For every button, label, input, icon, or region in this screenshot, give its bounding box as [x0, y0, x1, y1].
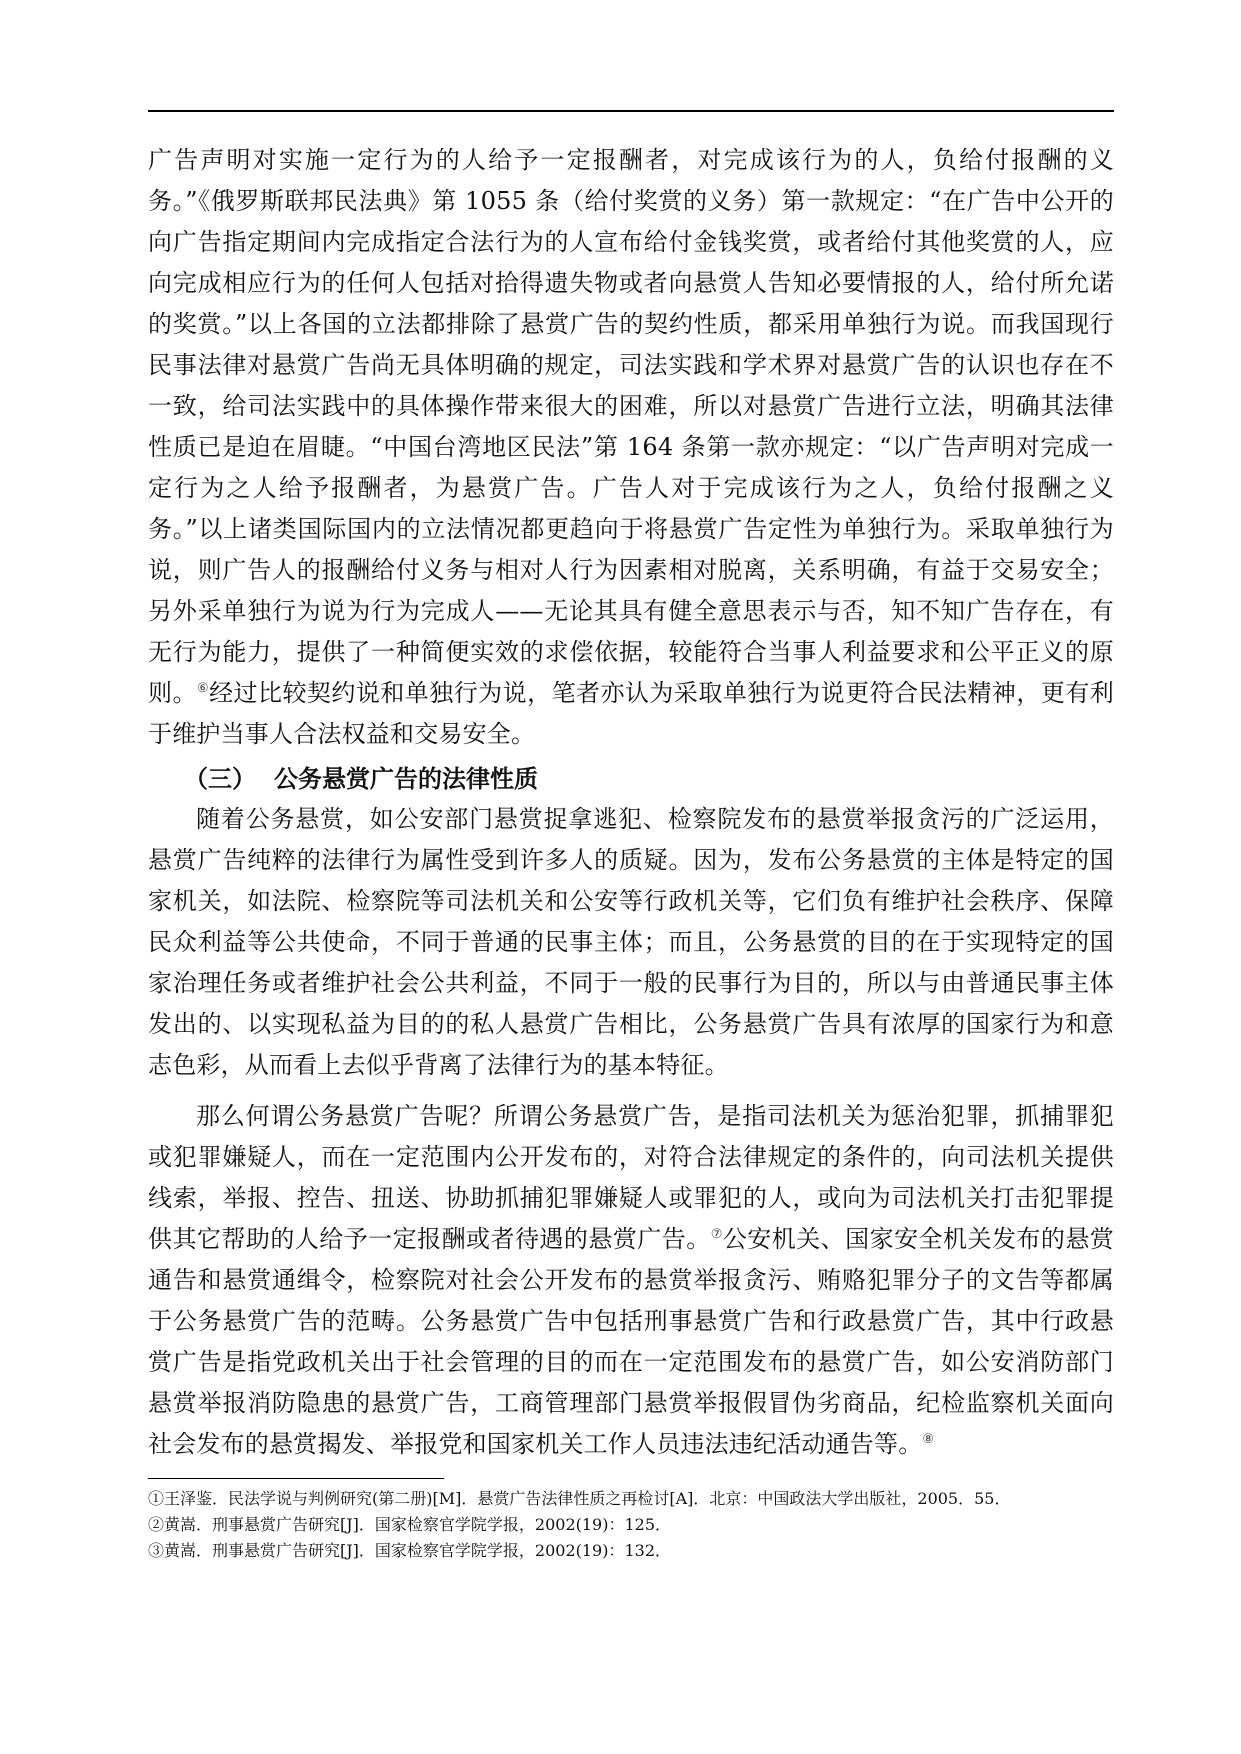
- footnote-ref-8: ⑧: [922, 1432, 935, 1447]
- body-text: [148, 140, 1114, 1465]
- section-heading: [148, 759, 1114, 799]
- section-number: （三）: [184, 765, 256, 793]
- footnote-2: ②黄嵩．刑事悬赏广告研究[J]．国家检察官学院学报，2002(19)：125．: [148, 1515, 672, 1534]
- footnote-1: ①王泽鉴．民法学说与判例研究(第二册)[M]．悬赏广告法律性质之再检讨[A]．北京：中国政法大学出版社，2005．55．: [148, 1489, 1011, 1508]
- footnote-ref-6: ⑥: [196, 681, 210, 696]
- footnote-3: ③黄嵩．刑事悬赏广告研究[J]．国家检察官学院学报，2002(19)：132．: [148, 1541, 672, 1560]
- paragraph-3: [148, 1096, 1114, 1465]
- paragraph-2: 随着公务悬赏，如公安部门悬赏捉拿逃犯、检察院发布的悬赏举报贪污的广泛运用，悬赏广告纯粹的法律行为属性受到许多人的质疑。因为，发布公务悬赏的主体是特定的国家机关，如法院、检察院等司法机关和公安等行政机关等，它们负有维护社会秩序、保障民众利益等公共使命，不同于普通的民事主体；而且，公务悬赏的目的在于实现特定的国家治理任务或者维护社会公共利益，不同于一般的民事行为目的，所以与由普通民事主体发出的、以实现私益为目的的私人悬赏广告相比，公务悬赏广告具有浓厚的国家行为和意志色彩，从而看上去似乎背离了法律行为的基本特征。: [148, 805, 1114, 1079]
- paragraph-1-text-a: 广告声明对实施一定行为的人给予一定报酬者，对完成该行为的人，负给付报酬的义务。”《俄罗斯联邦民法典》第 1055 条（给付奖赏的义务）第一款规定：“在广告中公开的向广告指定期间内完成指定合法行为的人宣布给付金钱奖赏，或者给付其他奖赏的人，应向完成相应行为的任何人包括对拾得遗失物或者向悬赏人告知必要情报的人，给付所允诺的奖赏。”以上各国的立法都排除了悬赏广告的契约性质，都采用单独行为说。而我国现行民事法律对悬赏广告尚无具体明确的规定，司法实践和学术界对悬赏广告的认识也存在不一致，给司法实践中的具体操作带来很大的困难，所以对悬赏广告进行立法，明确其法律性质已是迫在眉睫。“中国台湾地区民法”第 164 条第一款亦规定：“以广告声明对完成一定行为之人给予报酬者，为悬赏广告。广告人对于完成该行为之人，负给付报酬之义务。”以上诸类国际国内的立法情况都更趋向于将悬赏广告定性为单独行为。采取单独行为说，则广告人的报酬给付义务与相对人行为因素相对脱离，关系明确，有益于交易安全；另外采单独行为说为行为完成人——无论其具有健全意思表示与否，知不知广告存在，有无行为能力，提供了一种简便实效的求偿依据，较能符合当事人利益要求和公平正义的原则。: [148, 146, 1114, 707]
- footnotes: [148, 1486, 1114, 1564]
- paragraph-1-text-b: 经过比较契约说和单独行为说，笔者亦认为采取单独行为说更符合民法精神，更有利于维护当事人合法权益和交易安全。: [148, 679, 1114, 748]
- paragraph-3-text-a: 那么何谓公务悬赏广告呢？所谓公务悬赏广告，是指司法机关为惩治犯罪，抓捕罪犯或犯罪嫌疑人，而在一定范围内公开发布的，对符合法律规定的条件的，向司法机关提供线索，举报、控告、扭送、协助抓捕犯罪嫌疑人或罪犯的人，或向为司法机关打击犯罪提供其它帮助的人给予一定报酬或者待遇的悬赏广告。: [148, 1102, 1114, 1253]
- header-rule: [148, 110, 1114, 112]
- footnote-ref-7: ⑦: [710, 1227, 723, 1242]
- section-title: 公务悬赏广告的法律性质: [274, 765, 538, 793]
- paragraph-1: [148, 140, 1114, 755]
- paragraph-3-text-b: 公安机关、国家安全机关发布的悬赏通告和悬赏通缉令，检察院对社会公开发布的悬赏举报贪污、贿赂犯罪分子的文告等都属于公务悬赏广告的范畴。公务悬赏广告中包括刑事悬赏广告和行政悬赏广告，其中行政悬赏广告是指党政机关出于社会管理的目的而在一定范围发布的悬赏广告，如公安消防部门悬赏举报消防隐患的悬赏广告，工商管理部门悬赏举报假冒伪劣商品，纪检监察机关面向社会发布的悬赏揭发、举报党和国家机关工作人员违法违纪活动通告等。: [148, 1225, 1114, 1458]
- footnote-rule: [148, 1478, 444, 1479]
